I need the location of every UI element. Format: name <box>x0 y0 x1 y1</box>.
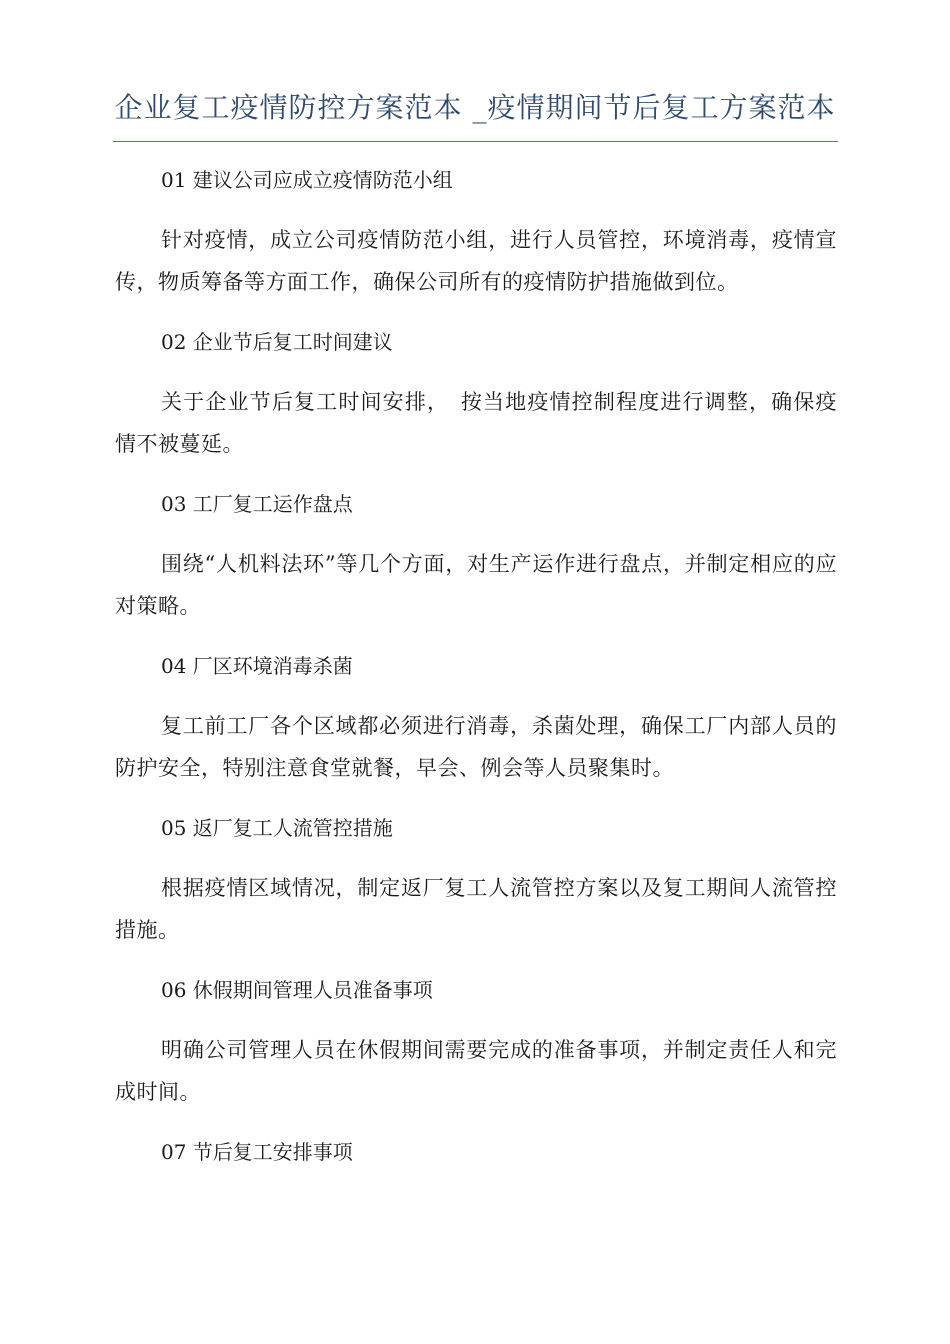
section-heading-05: 05 返厂复工人流管控措施 <box>161 816 393 840</box>
section-heading-01: 01 建议公司应成立疫情防范小组 <box>161 168 453 192</box>
section-body-04: 复工前工厂各个区域都必须进行消毒，杀菌处理，确保工厂内部人员的防护安全，特别注意食堂就餐，早会、例会等人员聚集时。 <box>115 714 837 780</box>
section-heading-06: 06 休假期间管理人员准备事项 <box>161 978 433 1002</box>
section-body-03: 围绕“人机料法环”等几个方面，对生产运作进行盘点，并制定相应的应对策略。 <box>115 552 837 618</box>
section-heading-07: 07 节后复工安排事项 <box>161 1140 353 1164</box>
section-body-02: 关于企业节后复工时间安排， 按当地疫情控制程度进行调整，确保疫情不被蔓延。 <box>115 390 837 456</box>
section-body-05: 根据疫情区域情况，制定返厂复工人流管控方案以及复工期间人流管控措施。 <box>115 876 837 942</box>
document-title: 企业复工疫情防控方案范本 _疫情期间节后复工方案范本 <box>114 91 836 124</box>
section-heading-02: 02 企业节后复工时间建议 <box>161 330 393 354</box>
section-heading-03: 03 工厂复工运作盘点 <box>161 492 353 516</box>
title-divider <box>113 141 838 142</box>
section-heading-04: 04 厂区环境消毒杀菌 <box>161 654 353 678</box>
section-body-01: 针对疫情，成立公司疫情防范小组，进行人员管控，环境消毒，疫情宣传，物质筹备等方面工作，确保公司所有的疫情防护措施做到位。 <box>115 228 837 294</box>
section-body-06: 明确公司管理人员在休假期间需要完成的准备事项，并制定责任人和完成时间。 <box>115 1038 837 1104</box>
